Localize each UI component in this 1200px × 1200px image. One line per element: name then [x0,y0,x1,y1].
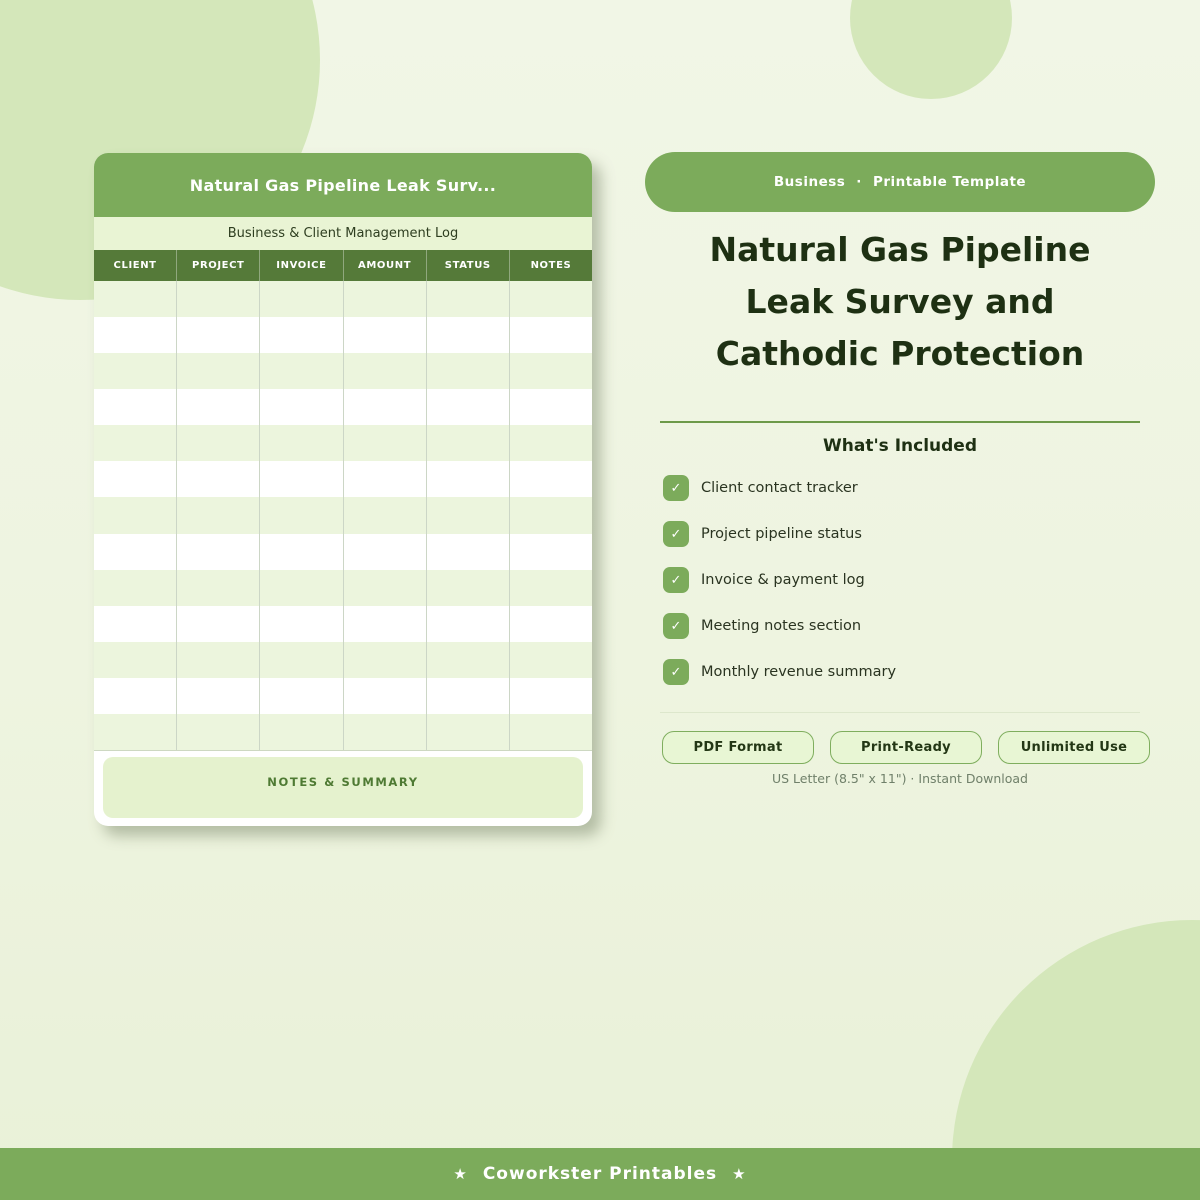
table-cell [344,642,427,678]
table-cell [177,497,260,533]
table-cell [344,534,427,570]
table-cell [427,642,510,678]
table-cell [260,317,343,353]
table-cell [177,642,260,678]
table-cell [260,389,343,425]
preview-card-header [94,153,592,217]
table-cell [510,353,592,389]
table-cell [177,606,260,642]
table-cell [94,642,177,678]
table-cell [344,678,427,714]
table-cell [94,606,177,642]
whats-included-heading: What's Included [823,436,977,456]
table-cell [344,425,427,461]
table-header-row [94,250,592,281]
table-cell [344,389,427,425]
table-cell [427,714,510,750]
table-cell [177,461,260,497]
table-cell [260,534,343,570]
table-cell [427,353,510,389]
table-cell [94,714,177,750]
table-cell [344,317,427,353]
table-cell [94,461,177,497]
checklist-item-label: Invoice & payment log [701,572,865,588]
checklist-item [663,659,1123,685]
table-cell [177,353,260,389]
table-cell [427,425,510,461]
table-row [94,497,592,533]
star-icon: ★ [732,1165,747,1183]
badge-category: Business [773,174,846,190]
table-cell [177,317,260,353]
table-cell [260,606,343,642]
table-cell [344,461,427,497]
table-row [94,570,592,606]
table-cell [510,714,592,750]
notes-summary-label: NOTES & SUMMARY [267,775,419,789]
table-cell [344,570,427,606]
table-cell [260,425,343,461]
table-cell [344,497,427,533]
table-row [94,425,592,461]
table-cell [344,353,427,389]
table-cell [94,678,177,714]
table-body [94,281,592,751]
table-cell [94,389,177,425]
category-badge [645,152,1155,212]
table-row [94,461,592,497]
column-header-client: CLIENT [94,250,177,281]
checkmark-icon: ✓ [663,567,689,593]
feature-divider [660,712,1140,713]
table-cell [260,497,343,533]
table-cell [510,678,592,714]
print-ready-badge: Print-Ready [830,731,982,764]
table-cell [94,534,177,570]
template-preview-card [94,153,592,826]
badge-type: Printable Template [872,174,1027,190]
badge-separator-dot: · [856,174,862,190]
table-cell [510,461,592,497]
table-cell [510,497,592,533]
checkmark-icon: ✓ [663,521,689,547]
table-cell [427,497,510,533]
checkmark-icon: ✓ [663,659,689,685]
table-cell [510,534,592,570]
table-cell [510,281,592,317]
table-cell [427,389,510,425]
format-meta-text: US Letter (8.5" x 11") · Instant Download [771,771,1028,786]
footer-brand-name: Coworkster Printables [482,1164,718,1184]
table-cell [427,534,510,570]
checklist-item [663,475,1123,501]
table-cell [344,606,427,642]
preview-card-subtitle: Business & Client Management Log [94,217,592,250]
table-row [94,606,592,642]
table-cell [94,570,177,606]
table-cell [94,281,177,317]
table-cell [427,606,510,642]
checklist-item-label: Monthly revenue summary [701,664,897,680]
table-cell [510,570,592,606]
feature-badges-row [662,731,1150,764]
checkmark-icon: ✓ [663,475,689,501]
table-cell [344,714,427,750]
table-row [94,281,592,317]
decorative-circle-top-right [850,0,1012,99]
table-cell [427,281,510,317]
column-header-status: STATUS [427,250,510,281]
product-title [650,224,1150,380]
checklist-item [663,613,1123,639]
checklist-item-label: Client contact tracker [701,480,858,496]
notes-summary-box [103,757,583,818]
included-checklist [663,475,1123,705]
table-cell [94,425,177,461]
table-cell [177,678,260,714]
table-cell [260,678,343,714]
checklist-item-label: Project pipeline status [701,526,862,542]
footer-brand-bar [0,1148,1200,1200]
table-cell [510,425,592,461]
table-cell [177,714,260,750]
table-cell [260,353,343,389]
table-row [94,389,592,425]
table-cell [94,317,177,353]
column-header-notes: NOTES [530,260,572,271]
title-divider [660,421,1140,423]
product-title-text: Natural Gas Pipeline Leak Survey and Cathodic Protection [709,230,1091,373]
table-row [94,353,592,389]
table-cell [177,425,260,461]
table-cell [177,281,260,317]
checkmark-icon: ✓ [663,613,689,639]
table-cell [427,570,510,606]
table-cell [427,678,510,714]
table-row [94,317,592,353]
table-cell [177,534,260,570]
table-cell [510,642,592,678]
preview-card-title: Natural Gas Pipeline Leak Surv... [189,175,497,195]
table-cell [344,281,427,317]
table-cell [260,714,343,750]
star-icon: ★ [453,1165,468,1183]
checklist-item [663,567,1123,593]
table-cell [177,389,260,425]
table-cell [177,570,260,606]
table-cell [94,497,177,533]
table-cell [260,570,343,606]
table-cell [510,606,592,642]
table-cell [427,317,510,353]
table-cell [260,281,343,317]
table-row [94,714,592,750]
unlimited-use-badge: Unlimited Use [998,731,1150,764]
table-row [94,642,592,678]
table-cell [260,642,343,678]
pdf-format-badge: PDF Format [662,731,814,764]
checklist-item-label: Meeting notes section [701,618,862,634]
column-header-invoice: INVOICE [260,250,343,281]
table-row [94,678,592,714]
checklist-item [663,521,1123,547]
table-cell [510,317,592,353]
column-header-project: PROJECT [177,250,260,281]
table-cell [510,389,592,425]
column-header-amount: AMOUNT [344,250,427,281]
table-row [94,534,592,570]
table-cell [260,461,343,497]
table-cell [94,353,177,389]
table-cell [427,461,510,497]
